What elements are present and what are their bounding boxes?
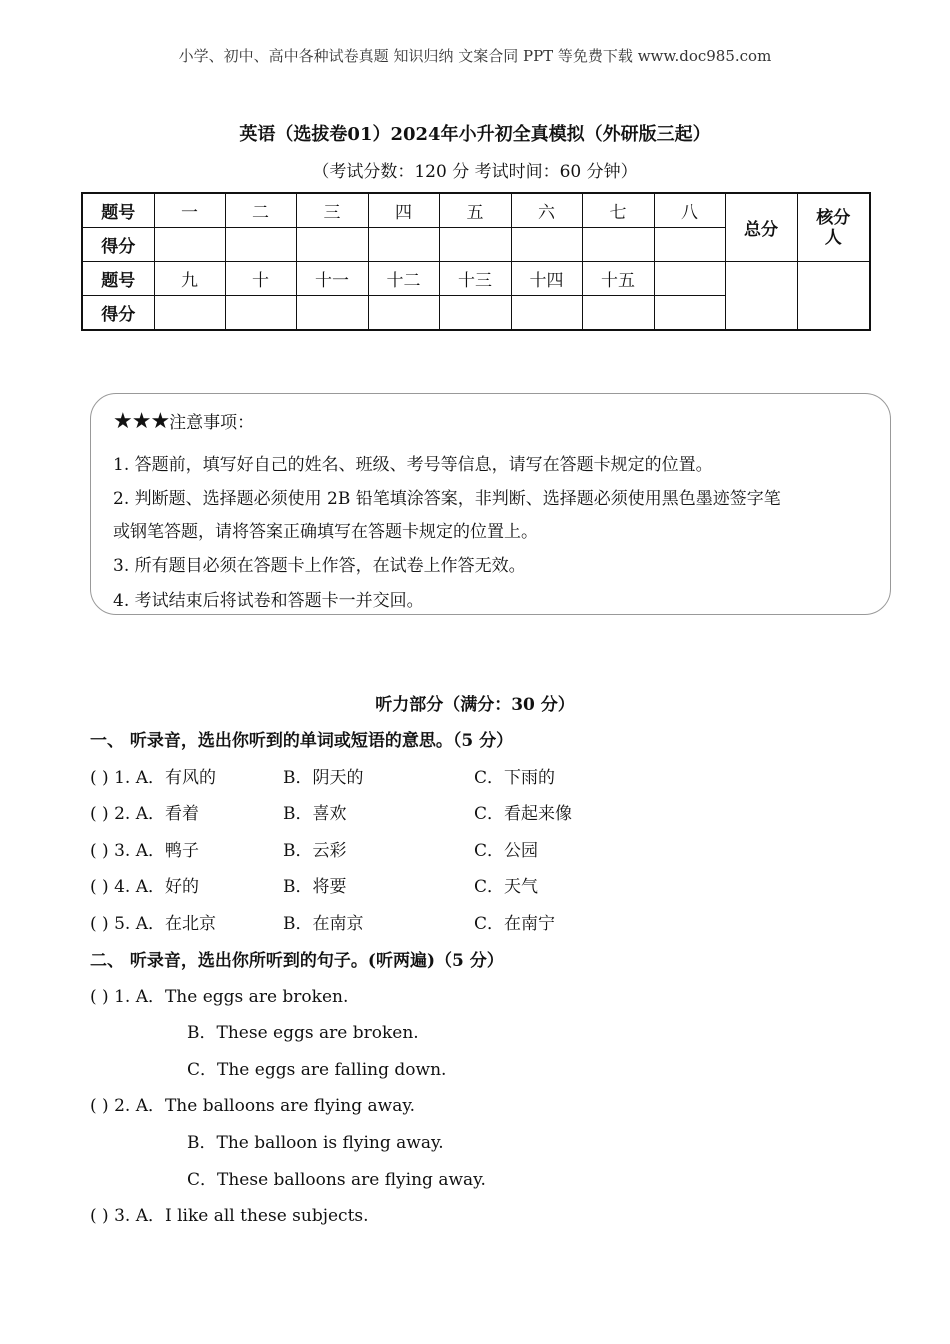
notice-line-4: 3. 所有题目必须在答题卡上作答，在试卷上作答无效。: [113, 556, 526, 576]
score-blank[interactable]: [654, 228, 725, 262]
s1-q4-b: B．将要: [283, 877, 347, 897]
notice-line-2: 2. 判断题、选择题必须使用 2B 铅笔填涂答案，非判断、选择题必须使用黑色墨迹签字笔: [113, 489, 781, 509]
score-row-qnum-1: [82, 193, 870, 228]
score-blank[interactable]: [154, 228, 225, 262]
s2-q1-c: C．The eggs are falling down.: [187, 1060, 447, 1080]
s1-q2-a: ( ) 2. A．看着: [90, 804, 199, 824]
s2-q2-c: C．These balloons are flying away.: [187, 1170, 486, 1190]
exam-subtitle: （考试分数：120 分 考试时间：60 分钟）: [312, 162, 638, 182]
s2-q1-b: B．These eggs are broken.: [187, 1023, 419, 1043]
section2-title: 二、 听录音，选出你所听到的句子。(听两遍)（5 分）: [90, 951, 504, 971]
qnum-cell: 十五: [582, 262, 654, 296]
listening-title: 听力部分（满分：30 分）: [375, 695, 575, 715]
s1-q4-a: ( ) 4. A．好的: [90, 877, 199, 897]
s2-q2-b: B．The balloon is flying away.: [187, 1133, 444, 1153]
score-label: 得分: [82, 228, 154, 262]
exam-title: 英语（选拔卷01）2024年小升初全真模拟（外研版三起）: [239, 124, 711, 145]
s2-q3-a: ( ) 3. A．I like all these subjects.: [90, 1206, 369, 1226]
qnum-cell: 一: [154, 193, 225, 228]
qnum-cell: [654, 262, 725, 296]
s1-q5-b: B．在南京: [283, 914, 364, 934]
score-blank[interactable]: [368, 228, 439, 262]
s1-q2-c: C．看起来像: [474, 804, 573, 824]
qnum-cell: 二: [225, 193, 296, 228]
qnum-cell: 八: [654, 193, 725, 228]
score-blank[interactable]: [582, 228, 654, 262]
s1-q1-b: B．阴天的: [283, 768, 364, 788]
s1-q1-a: ( ) 1. A．有风的: [90, 768, 216, 788]
notice-line-1: 1. 答题前，填写好自己的姓名、班级、考号等信息，请写在答题卡规定的位置。: [113, 455, 713, 475]
s2-q2-a: ( ) 2. A．The balloons are flying away.: [90, 1096, 416, 1116]
qnum-cell: 五: [439, 193, 511, 228]
total-label: 总分: [725, 193, 797, 262]
qnum-label: 题号: [82, 193, 154, 228]
notice-heading: ★★★注意事项：: [113, 409, 255, 434]
qnum-cell: 十一: [296, 262, 368, 296]
s1-q4-c: C．天气: [474, 877, 539, 897]
score-blank[interactable]: [439, 228, 511, 262]
score-blank[interactable]: [296, 296, 368, 331]
notice-line-3: 或钢笔答题，请将答案正确填写在答题卡规定的位置上。: [113, 522, 538, 542]
checker-label: 核分人: [797, 193, 870, 262]
score-label: 得分: [82, 296, 154, 331]
qnum-cell: 四: [368, 193, 439, 228]
s2-q1-a: ( ) 1. A．The eggs are broken.: [90, 987, 349, 1007]
score-row-qnum-2: [82, 262, 870, 296]
qnum-cell: 九: [154, 262, 225, 296]
score-blank[interactable]: [511, 228, 582, 262]
s1-q3-a: ( ) 3. A．鸭子: [90, 841, 199, 861]
qnum-cell: 十二: [368, 262, 439, 296]
score-blank[interactable]: [225, 296, 296, 331]
s1-q3-c: C．公园: [474, 841, 539, 861]
s1-q2-b: B．喜欢: [283, 804, 347, 824]
notice-line-5: 4. 考试结束后将试卷和答题卡一并交回。: [113, 591, 424, 611]
score-table: [81, 192, 871, 331]
qnum-cell: 三: [296, 193, 368, 228]
qnum-cell: 十四: [511, 262, 582, 296]
s1-q5-c: C．在南宁: [474, 914, 556, 934]
s1-q3-b: B．云彩: [283, 841, 347, 861]
score-blank[interactable]: [582, 296, 654, 331]
score-blank[interactable]: [439, 296, 511, 331]
stars-icon: ★★★: [113, 409, 170, 434]
qnum-label: 题号: [82, 262, 154, 296]
score-blank[interactable]: [654, 296, 725, 331]
s1-q1-c: C．下雨的: [474, 768, 556, 788]
site-header: 小学、初中、高中各种试卷真题 知识归纳 文案合同 PPT 等免费下载 www.doc985.com: [178, 47, 772, 65]
score-blank[interactable]: [511, 296, 582, 331]
total-score-blank[interactable]: [725, 262, 797, 331]
score-blank[interactable]: [154, 296, 225, 331]
section1-title: 一、 听录音，选出你听到的单词或短语的意思。（5 分）: [90, 731, 514, 751]
qnum-cell: 七: [582, 193, 654, 228]
score-blank[interactable]: [225, 228, 296, 262]
score-blank[interactable]: [296, 228, 368, 262]
s1-q5-a: ( ) 5. A．在北京: [90, 914, 216, 934]
qnum-cell: 十三: [439, 262, 511, 296]
notice-box: [90, 393, 891, 615]
qnum-cell: 十: [225, 262, 296, 296]
checker-blank[interactable]: [797, 262, 870, 331]
score-blank[interactable]: [368, 296, 439, 331]
qnum-cell: 六: [511, 193, 582, 228]
